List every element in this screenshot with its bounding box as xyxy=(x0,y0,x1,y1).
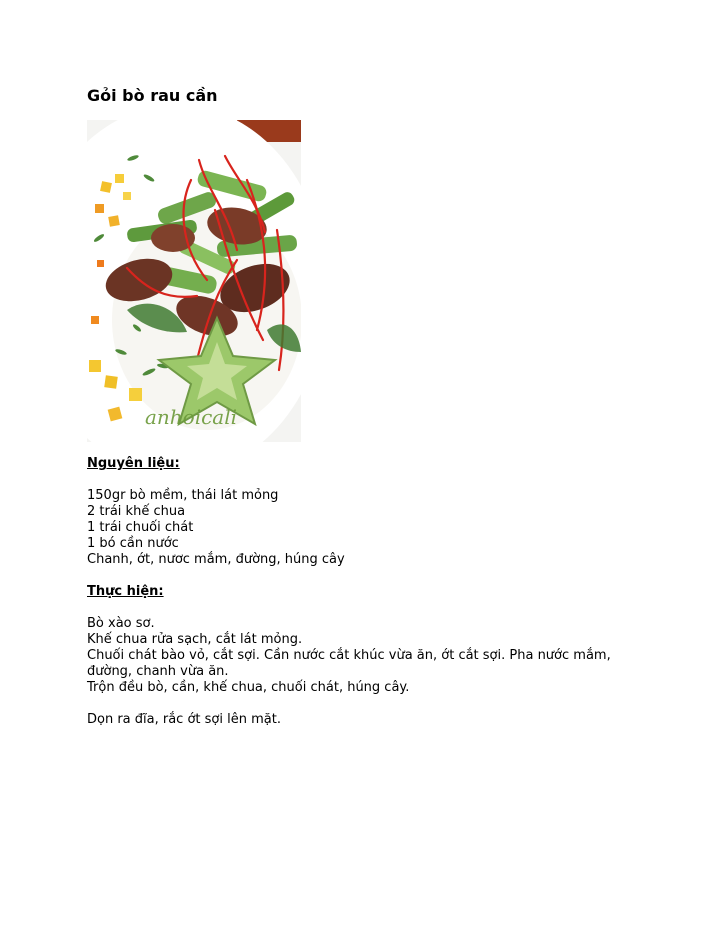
steps-list xyxy=(87,616,647,696)
ingredients-heading: Nguyên liệu: xyxy=(87,456,180,471)
list-item: 2 trái khế chua xyxy=(87,504,186,519)
list-item: 1 trái chuối chát xyxy=(87,520,194,535)
list-item: 150gr bò mềm, thái lát mỏng xyxy=(87,488,279,503)
list-item: Chuối chát bào vỏ, cắt sợi. Cần nước cắt khúc vừa ăn, ớt cắt sợi. Pha nước mắm, đường, chanh vừa ăn. xyxy=(87,648,611,679)
list-item: 1 bó cần nước xyxy=(87,536,179,551)
list-item: Khế chua rửa sạch, cắt lát mỏng. xyxy=(87,632,303,647)
list-item: Chanh, ớt, nươc mắm, đường, húng cây xyxy=(87,552,345,567)
photo-watermark: anhoicali xyxy=(144,405,238,429)
dish-photo xyxy=(87,120,301,442)
list-item: Trộn đều bò, cần, khế chua, chuối chát, húng cây. xyxy=(87,680,410,695)
list-item: Bò xào sơ. xyxy=(87,616,155,631)
steps-heading: Thực hiện: xyxy=(87,584,164,599)
final-step: Dọn ra đĩa, rắc ớt sợi lên mặt. xyxy=(87,712,281,727)
recipe-title: Gỏi bò rau cần xyxy=(87,86,218,105)
ingredients-list xyxy=(87,488,345,568)
